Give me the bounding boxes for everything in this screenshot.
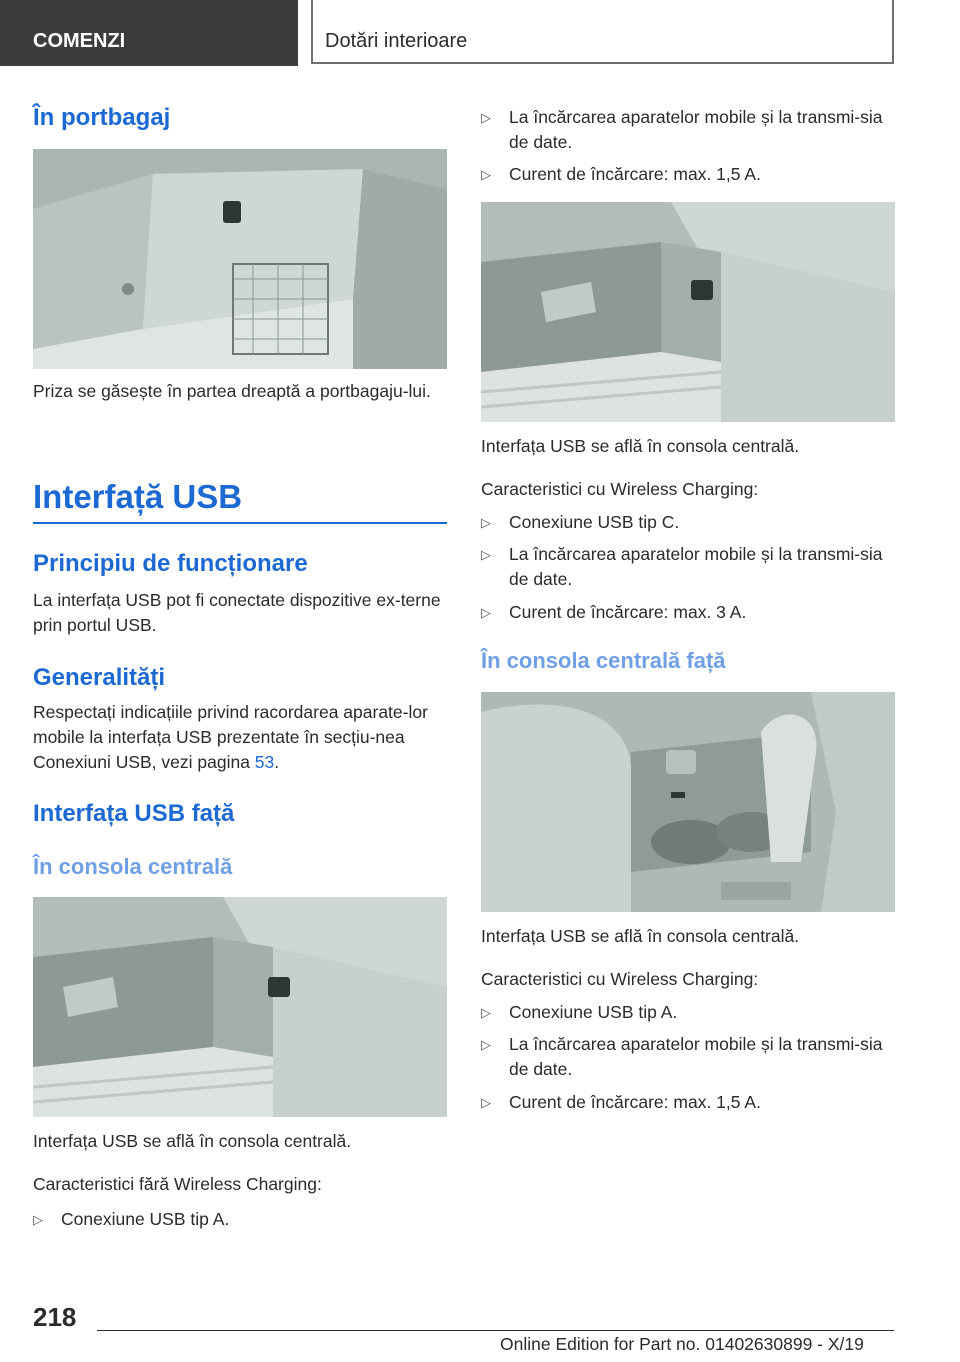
trunk-illustration xyxy=(33,149,447,369)
list-item-text: Conexiune USB tip A. xyxy=(509,1002,678,1022)
general-heading: Generalități xyxy=(33,664,166,691)
list-item-text: Conexiune USB tip A. xyxy=(61,1209,230,1229)
footer-rule xyxy=(97,1330,894,1331)
front-caption: Interfața USB se află în consola centrală. xyxy=(481,926,800,946)
principle-heading: Principiu de funcționare xyxy=(33,550,308,577)
console-heading: În consola centrală xyxy=(33,854,233,879)
list-item xyxy=(481,1090,895,1115)
chapter-tab: Dotări interioare xyxy=(311,0,894,64)
list-item xyxy=(481,1000,895,1025)
console-caption: Interfața USB se află în consola centrală. xyxy=(33,1131,352,1151)
trunk-text: Priza se găsește în partea dreaptă a portbagaju-lui. xyxy=(33,381,431,401)
list-item xyxy=(481,105,895,155)
list-item-text: La încărcarea aparatelor mobile și la transmi-sia de date. xyxy=(509,1034,883,1079)
list-item-text: Curent de încărcare: max. 3 A. xyxy=(509,602,747,622)
list-item-text: La încărcarea aparatelor mobile și la transmi-sia de date. xyxy=(509,107,883,152)
wireless-label: Caracteristici cu Wireless Charging: xyxy=(481,479,759,499)
front-console-heading: În consola centrală față xyxy=(481,648,726,673)
bullet-triangle-icon: ▷ xyxy=(481,1005,491,1020)
trunk-heading: În portbagaj xyxy=(33,104,171,131)
front-console-illustration xyxy=(481,692,895,912)
general-text-end: . xyxy=(274,752,280,772)
general-text-body: Respectați indicațiile privind racordarea aparate-lor mobile la interfața USB prezentate în secțiu-nea Conexiuni USB, vezi pagina xyxy=(33,702,428,772)
console-illustration xyxy=(33,897,447,1117)
list-item xyxy=(481,1032,895,1082)
list-item xyxy=(481,510,895,535)
no-wireless-label: Caracteristici fără Wireless Charging: xyxy=(33,1174,322,1194)
bullet-triangle-icon: ▷ xyxy=(481,547,491,562)
page-link[interactable]: 53 xyxy=(254,752,275,772)
bullet-triangle-icon: ▷ xyxy=(481,605,491,620)
list-item-text: Curent de încărcare: max. 1,5 A. xyxy=(509,1092,761,1112)
bullet-triangle-icon: ▷ xyxy=(481,1037,491,1052)
section-tab: COMENZI xyxy=(0,0,298,66)
bullet-triangle-icon: ▷ xyxy=(481,1095,491,1110)
bullet-triangle-icon: ▷ xyxy=(481,110,491,125)
list-item xyxy=(481,162,895,187)
usb-heading: Interfață USB xyxy=(33,478,243,515)
edition-text: Online Edition for Part no. 01402630899 - X/19 xyxy=(500,1334,864,1354)
general-text xyxy=(33,700,447,775)
bullet-triangle-icon: ▷ xyxy=(481,167,491,182)
bullet-triangle-icon: ▷ xyxy=(481,515,491,530)
list-item-text: Curent de încărcare: max. 1,5 A. xyxy=(509,164,761,184)
heading-rule xyxy=(33,522,447,524)
list-item-text: La încărcarea aparatelor mobile și la transmi-sia de date. xyxy=(509,544,883,589)
principle-text: La interfața USB pot fi conectate dispozitive ex-terne prin portul USB. xyxy=(33,590,441,635)
list-item xyxy=(33,1207,447,1232)
page-number: 218 xyxy=(33,1302,77,1332)
front-usb-heading: Interfața USB față xyxy=(33,800,235,827)
bullet-triangle-icon: ▷ xyxy=(33,1212,43,1227)
console-illustration-2 xyxy=(481,202,895,422)
front-wireless-label: Caracteristici cu Wireless Charging: xyxy=(481,969,759,989)
list-item xyxy=(481,600,895,625)
list-item-text: Conexiune USB tip C. xyxy=(509,512,680,532)
list-item xyxy=(481,542,895,592)
console-caption-2: Interfața USB se află în consola centrală. xyxy=(481,436,800,456)
